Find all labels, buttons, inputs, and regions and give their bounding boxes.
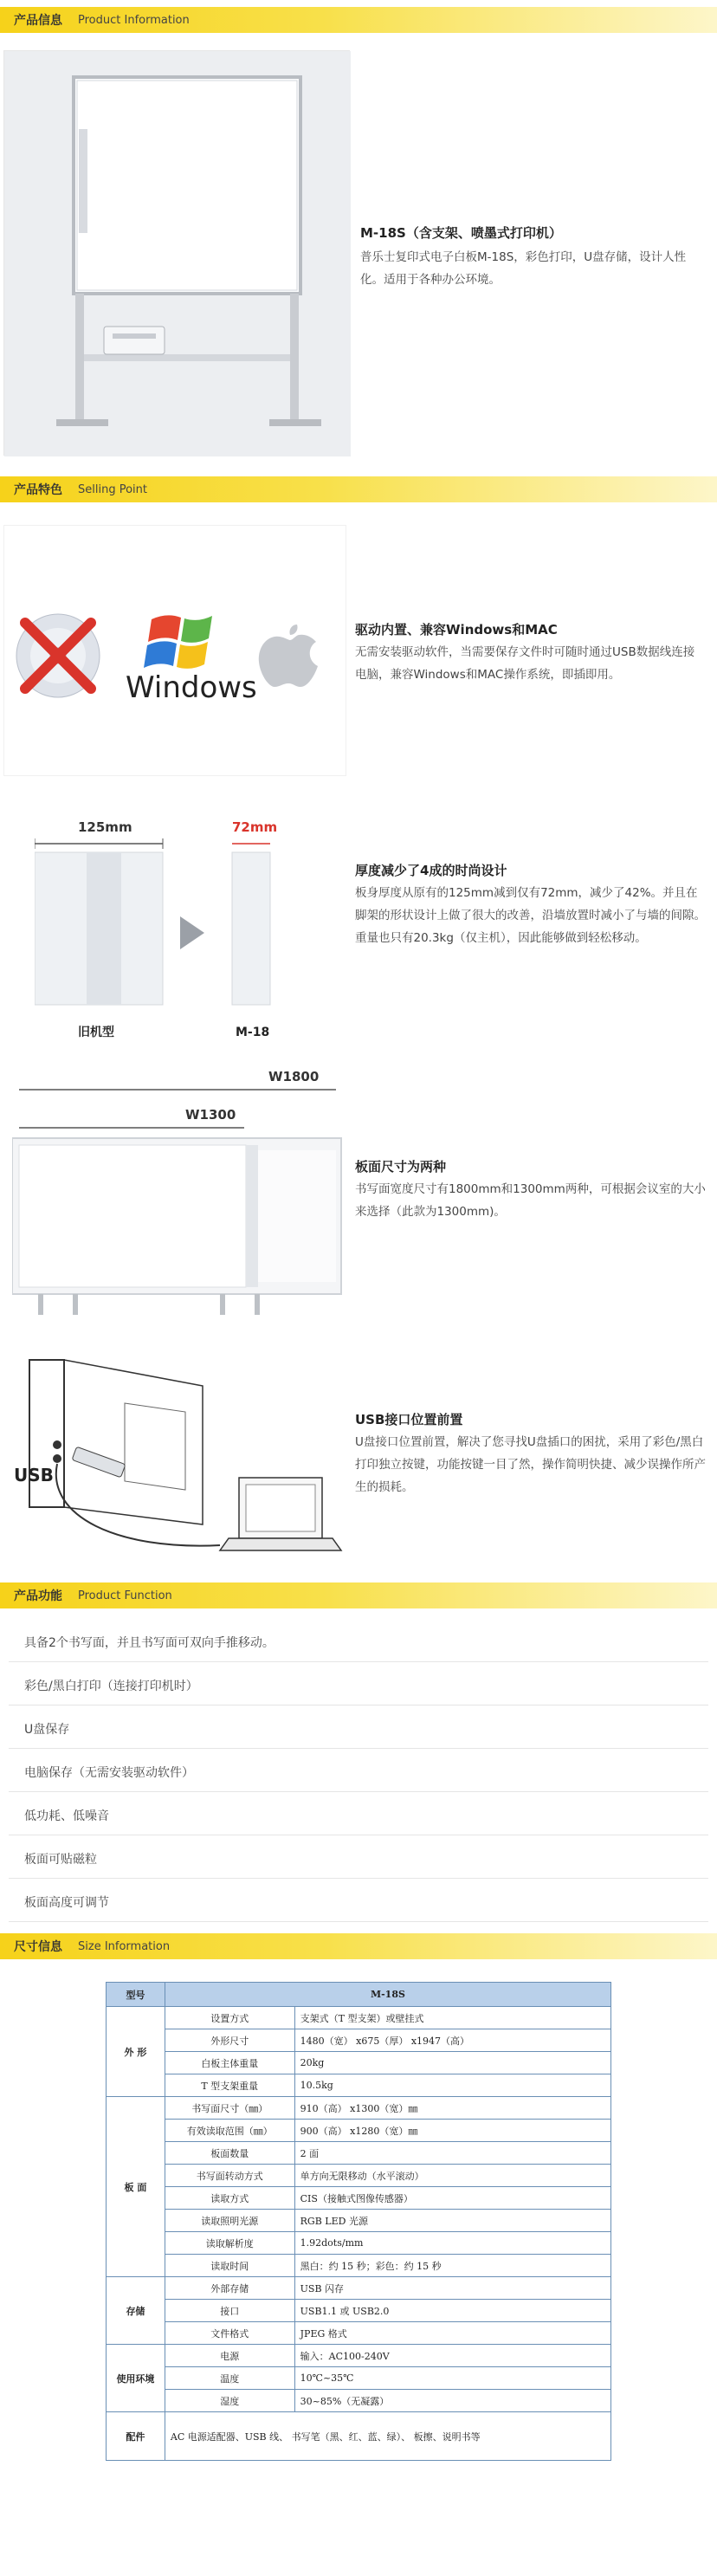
product-summary bbox=[360, 223, 707, 291]
spec-label: 读取照明光源 bbox=[165, 2210, 294, 2232]
section-header-product-info bbox=[0, 7, 717, 33]
table-row bbox=[107, 2120, 611, 2142]
spec-label: 温度 bbox=[165, 2367, 294, 2390]
function-item: 彩色/黑白打印（连接打印机时） bbox=[24, 1680, 198, 1693]
spec-label: 书写面转动方式 bbox=[165, 2165, 294, 2187]
function-item: 低功耗、低噪音 bbox=[24, 1809, 109, 1823]
spec-label: 外形尺寸 bbox=[165, 2029, 294, 2052]
spec-label: 外部存储 bbox=[165, 2277, 294, 2300]
spec-group-label: 外 形 bbox=[107, 2007, 165, 2097]
board-size-comparison bbox=[12, 1064, 345, 1320]
function-item: U盘保存 bbox=[24, 1723, 70, 1737]
table-row bbox=[107, 2074, 611, 2097]
spec-value: JPEG 格式 bbox=[294, 2322, 610, 2345]
spec-value: 支架式（T 型支架）或壁挂式 bbox=[294, 2007, 610, 2029]
spec-value: 900（高） x1280（宽）㎜ bbox=[294, 2120, 610, 2142]
feature-image-size bbox=[12, 1064, 345, 1320]
width-1800-label: W1800 bbox=[268, 1069, 320, 1084]
section-title-en: Size Information bbox=[78, 1939, 171, 1953]
section-header-selling-point bbox=[0, 476, 717, 502]
spec-label: 板面数量 bbox=[165, 2142, 294, 2165]
section-title-en: Product Function bbox=[78, 1589, 172, 1602]
usb-label: USB bbox=[14, 1465, 54, 1485]
spec-value: 黑白：约 15 秒；彩色：约 15 秒 bbox=[294, 2255, 610, 2277]
spec-label: 有效读取范围（㎜） bbox=[165, 2120, 294, 2142]
new-model-label: M-18 bbox=[236, 1026, 270, 1039]
spec-value: USB 闪存 bbox=[294, 2277, 610, 2300]
spec-value: RGB LED 光源 bbox=[294, 2210, 610, 2232]
table-row bbox=[107, 2345, 611, 2367]
table-row bbox=[107, 2277, 611, 2300]
table-row bbox=[107, 2052, 611, 2074]
spec-label: 电源 bbox=[165, 2345, 294, 2367]
table-row bbox=[107, 2300, 611, 2322]
feature-title: 厚度减少了4成的时尚设计 bbox=[355, 863, 507, 878]
no-driver-cd-icon bbox=[16, 614, 100, 697]
table-row bbox=[107, 2322, 611, 2345]
spec-value: 10℃~35℃ bbox=[294, 2367, 610, 2390]
spec-label: 读取解析度 bbox=[165, 2232, 294, 2255]
table-row bbox=[107, 2165, 611, 2187]
table-row bbox=[107, 2232, 611, 2255]
spec-value: USB1.1 或 USB2.0 bbox=[294, 2300, 610, 2322]
spec-table bbox=[106, 1982, 611, 2461]
spec-header-model-label: 型号 bbox=[107, 1983, 165, 2007]
feature-image-thickness bbox=[35, 812, 346, 1046]
spec-label: 文件格式 bbox=[165, 2322, 294, 2345]
spec-value: 1.92dots/mm bbox=[294, 2232, 610, 2255]
table-row bbox=[107, 2210, 611, 2232]
table-row bbox=[107, 2142, 611, 2165]
spec-value: 910（高） x1300（宽）㎜ bbox=[294, 2097, 610, 2120]
function-item: 板面高度可调节 bbox=[24, 1896, 109, 1910]
function-item: 具备2个书写面，并且书写面可双向手推移动。 bbox=[24, 1636, 275, 1650]
spec-label: T 型支架重量 bbox=[165, 2074, 294, 2097]
thickness-comparison bbox=[35, 812, 346, 1046]
feature-thickness bbox=[355, 861, 706, 949]
spec-header-model-value: M-18S bbox=[165, 1983, 610, 2007]
feature-compat bbox=[355, 620, 706, 686]
feature-image-usb bbox=[12, 1351, 345, 1576]
function-item: 板面可贴磁粒 bbox=[24, 1853, 97, 1867]
spec-header-row bbox=[107, 1983, 611, 2007]
divider bbox=[9, 1878, 708, 1879]
product-image bbox=[3, 50, 350, 456]
feature-size bbox=[355, 1157, 706, 1223]
spec-group-label: 存储 bbox=[107, 2277, 165, 2345]
feature-title: USB接口位置前置 bbox=[355, 1412, 463, 1427]
section-title-zh: 产品特色 bbox=[14, 483, 62, 497]
product-title: M-18S（含支架、喷墨式打印机） bbox=[360, 225, 562, 241]
spec-group-label: 使用环境 bbox=[107, 2345, 165, 2412]
divider bbox=[9, 1748, 708, 1749]
spec-label: 设置方式 bbox=[165, 2007, 294, 2029]
section-header-size-info bbox=[0, 1933, 717, 1959]
windows-wordmark: Windows bbox=[126, 670, 257, 705]
section-title-en: Product Information bbox=[78, 13, 190, 27]
product-description: 普乐士复印式电子白板M-18S，彩色打印，U盘存储，设计人性化。适用于各种办公环境。 bbox=[360, 250, 687, 287]
old-model-label: 旧机型 bbox=[78, 1026, 114, 1039]
section-header-product-function bbox=[0, 1582, 717, 1608]
spec-label: 白板主体重量 bbox=[165, 2052, 294, 2074]
table-row bbox=[107, 2097, 611, 2120]
apple-logo-icon bbox=[259, 625, 318, 687]
usb-front-illustration bbox=[12, 1351, 345, 1576]
spec-label: 读取方式 bbox=[165, 2187, 294, 2210]
feature-description: U盘接口位置前置，解决了您寻找U盘插口的困扰，采用了彩色/黑白打印独立按键，功能按键一目了然，操作简明快捷、减少误操作所产生的损耗。 bbox=[355, 1435, 706, 1494]
feature-image-compat bbox=[3, 525, 346, 776]
spec-group-label: 配件 bbox=[107, 2412, 165, 2461]
table-row bbox=[107, 2412, 611, 2461]
spec-value: 10.5kg bbox=[294, 2074, 610, 2097]
compat-icons bbox=[4, 526, 347, 777]
spec-value: 30~85%（无凝露） bbox=[294, 2390, 610, 2412]
function-item: 电脑保存（无需安装驱动软件） bbox=[24, 1766, 194, 1780]
table-row bbox=[107, 2390, 611, 2412]
table-row bbox=[107, 2007, 611, 2029]
table-row bbox=[107, 2029, 611, 2052]
feature-description: 书写面宽度尺寸有1800mm和1300mm两种，可根据会议室的大小来选择（此款为1300mm)。 bbox=[355, 1182, 706, 1219]
feature-title: 驱动内置、兼容Windows和MAC bbox=[355, 622, 558, 638]
feature-description: 无需安装驱动软件，当需要保存文件时可随时通过USB数据线连接电脑，兼容Windows和MAC操作系统，即插即用。 bbox=[355, 645, 695, 682]
spec-label: 书写面尺寸（㎜） bbox=[165, 2097, 294, 2120]
spec-value: 单方向无限移动（水平滚动） bbox=[294, 2165, 610, 2187]
windows-logo-icon bbox=[144, 615, 212, 668]
width-1300-label: W1300 bbox=[185, 1107, 236, 1123]
divider bbox=[9, 1791, 708, 1792]
section-title-en: Selling Point bbox=[78, 482, 147, 496]
arrow-right-icon bbox=[180, 916, 204, 949]
table-row bbox=[107, 2255, 611, 2277]
spec-value: CIS（接触式图像传感器） bbox=[294, 2187, 610, 2210]
spec-value: 2 面 bbox=[294, 2142, 610, 2165]
section-title-zh: 产品功能 bbox=[14, 1589, 62, 1603]
table-row bbox=[107, 2367, 611, 2390]
section-title-zh: 产品信息 bbox=[14, 14, 62, 28]
spec-group-label: 板 面 bbox=[107, 2097, 165, 2277]
divider bbox=[9, 1921, 708, 1922]
spec-value: AC 电源适配器、USB 线、 书写笔（黑、红、蓝、绿）、 板擦、说明书等 bbox=[165, 2412, 610, 2461]
feature-usb bbox=[355, 1410, 706, 1498]
spec-label: 接口 bbox=[165, 2300, 294, 2322]
feature-title: 板面尺寸为两种 bbox=[355, 1159, 447, 1175]
spec-value: 20kg bbox=[294, 2052, 610, 2074]
old-thickness-label: 125mm bbox=[78, 819, 132, 835]
spec-label: 读取时间 bbox=[165, 2255, 294, 2277]
feature-description: 板身厚度从原有的125mm减到仅有72mm，减少了42%。并且在脚架的形状设计上做了很大的改善，沿墙放置时减小了与墙的间隙。重量也只有20.3kg（仅主机），因此能够做到轻松移动。 bbox=[355, 886, 706, 945]
new-thickness-label: 72mm bbox=[232, 819, 278, 835]
spec-value: 1480（宽） x675（厚） x1947（高） bbox=[294, 2029, 610, 2052]
table-row bbox=[107, 2187, 611, 2210]
spec-value: 输入：AC100-240V bbox=[294, 2345, 610, 2367]
spec-label: 湿度 bbox=[165, 2390, 294, 2412]
divider bbox=[9, 1661, 708, 1662]
section-title-zh: 尺寸信息 bbox=[14, 1940, 62, 1954]
whiteboard-stand-illustration bbox=[4, 51, 351, 456]
